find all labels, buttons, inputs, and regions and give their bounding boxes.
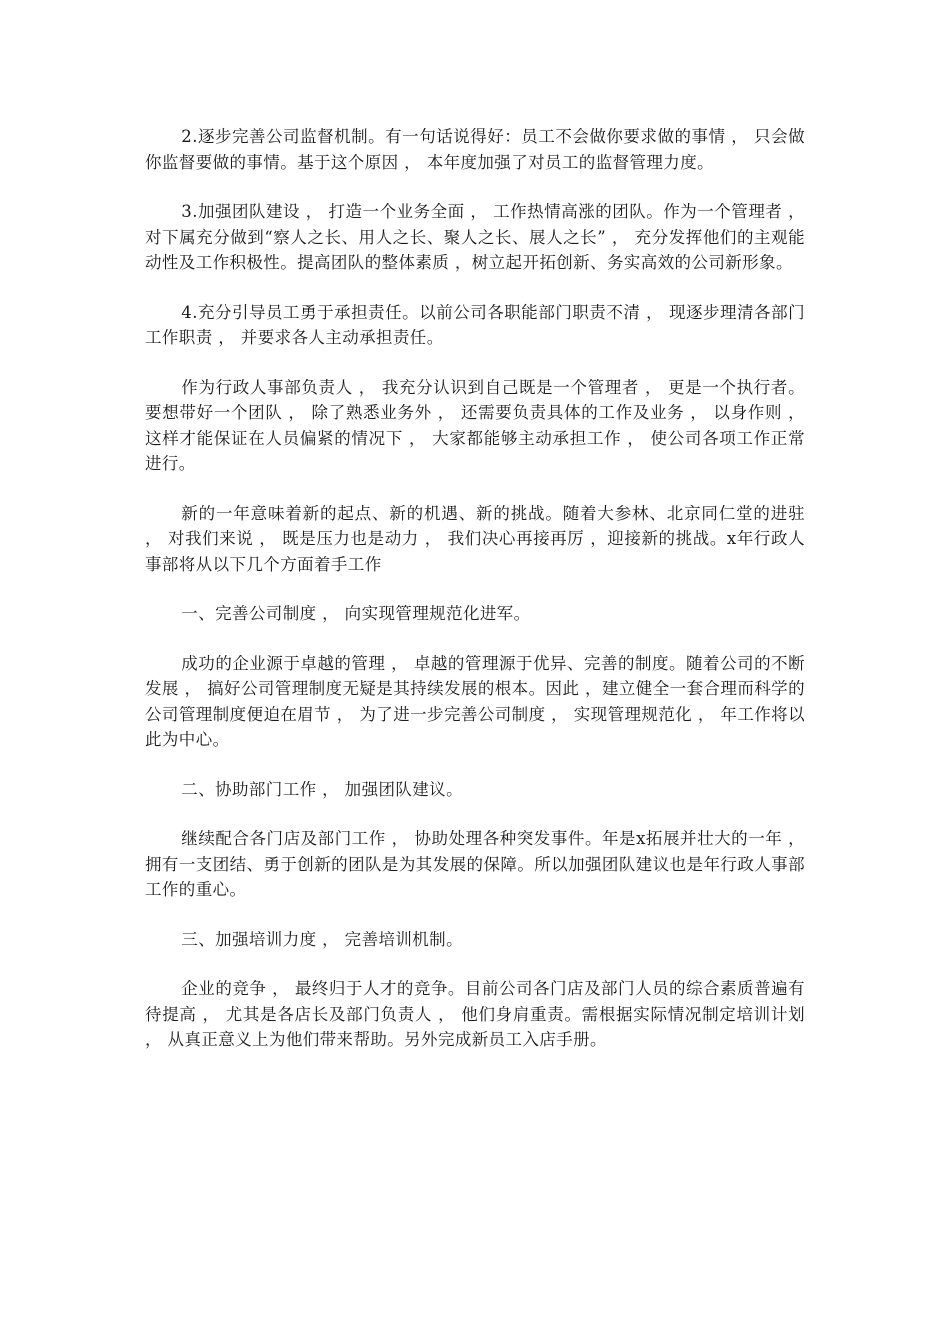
paragraph-company-system: 成功的企业源于卓越的管理 ， 卓越的管理源于优异、完善的制度。随着公司的不断发展 ， 搞好公司管理制度无疑是其持续发展的根本。因此 ，建立健全一套合理而科学的公司管理制度便迫在眉节 ， 为了进一步完善公司制度 ， 实现管理规范化 ， 年工作将以此为中心。 — [145, 653, 805, 749]
document-body — [145, 124, 805, 1077]
paragraph-new-year: 新的一年意味着新的起点、新的机遇、新的挑战。随着大参林、北京同仁堂的进驻 ， 对我们来说 ， 既是压力也是动力 ， 我们决心再接再厉 ，迎接新的挑战。x年行政人事部将从以下几个方面着手工作 — [145, 503, 805, 574]
paragraph-training: 企业的竞争 ， 最终归于人才的竞争。目前公司各门店及部门人员的综合素质普遍有待提高 ， 尤其是各店长及部门负责人 ， 他们身肩重责。需根据实际情况制定培训计划 ， 从真正意义上为他们带来帮助。另外完成新员工入店手册。 — [145, 979, 805, 1049]
section-heading-3: 三、加强培训力度 ， 完善培训机制。 — [181, 929, 463, 949]
paragraph-hr-head: 作为行政人事部负责人 ， 我充分认识到自己既是一个管理者 ， 更是一个执行者。要想带好一个团队 ， 除了熟悉业务外 ， 还需要负责具体的工作及业务 ， 以身作则 ， 这样才能保证在人员偏紧的情况下 ， 大家都能够主动承担工作 ， 使公司各项工作正常进行。 — [145, 377, 805, 473]
paragraph-team-building: 3.加强团队建设 ， 打造一个业务全面 ， 工作热情高涨的团队。作为一个管理者 ， 对下属充分做到“察人之长、用人之长、聚人之长、展人之长” ， 充分发挥他们的主观能动性及工作积极性。提高团队的整体素质 ，树立起开拓创新、务实高效的公司新形象。 — [145, 202, 805, 272]
paragraph-supervision: 2.逐步完善公司监督机制。有一句话说得好：员工不会做你要求做的事情 ， 只会做你监督要做的事情。基于这个原因 ， 本年度加强了对员工的监督管理力度。 — [145, 127, 805, 172]
paragraph-responsibility: 4.充分引导员工勇于承担责任。以前公司各职能部门职责不清 ， 现逐步理清各部门工作职责 ， 并要求各人主动承担责任。 — [145, 302, 805, 347]
section-heading-2: 二、协助部门工作 ， 加强团队建议。 — [181, 779, 463, 799]
paragraph-department-work: 继续配合各门店及部门工作 ， 协助处理各种突发事件。年是x拓展并壮大的一年 ， 拥有一支团结、勇于创新的团队是为其发展的保障。所以加强团队建议也是年行政人事部工作的重心。 — [145, 829, 805, 899]
section-heading-1: 一、完善公司制度 ， 向实现管理规范化进军。 — [181, 604, 531, 623]
